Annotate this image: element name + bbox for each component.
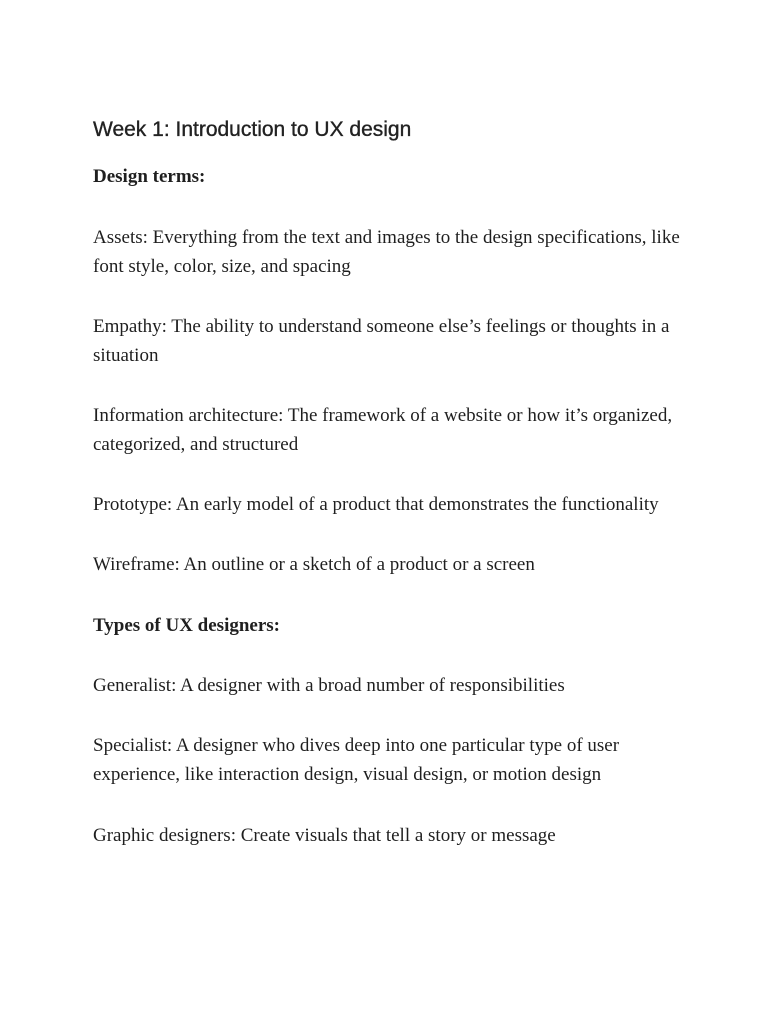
term-empathy: Empathy: The ability to understand someone else’s feelings or thoughts in a situation <box>93 316 670 366</box>
document-page <box>93 116 693 850</box>
term-specialist: Specialist: A designer who dives deep into one particular type of user experience, like interaction design, visual design, or motion design <box>93 735 620 785</box>
section-heading-design-terms: Design terms: <box>93 166 206 187</box>
term-generalist: Generalist: A designer with a broad number of responsibilities <box>93 675 565 696</box>
term-assets: Assets: Everything from the text and images to the design specifications, like font style, color, size, and spacing <box>93 227 680 277</box>
section-heading-ux-designer-types: Types of UX designers: <box>93 615 281 636</box>
term-prototype: Prototype: An early model of a product that demonstrates the functionality <box>93 494 659 515</box>
page-title: Week 1: Introduction to UX design <box>93 118 412 141</box>
term-graphic-designers: Graphic designers: Create visuals that tell a story or message <box>93 825 556 846</box>
term-information-architecture: Information architecture: The framework of a website or how it’s organized, categorized, and structured <box>93 405 673 455</box>
term-wireframe: Wireframe: An outline or a sketch of a product or a screen <box>93 554 535 575</box>
